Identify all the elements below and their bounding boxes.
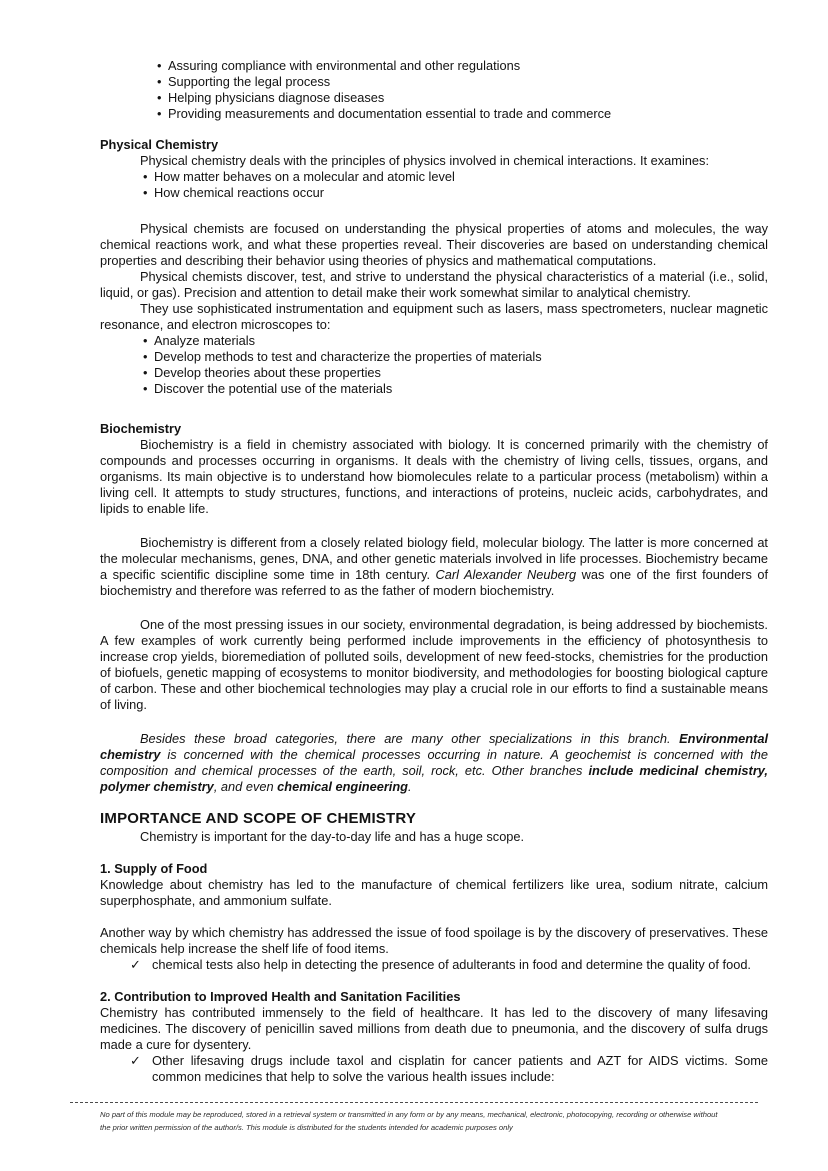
paragraph-text: was one of the first founders of biochemistry and therefore was referred to as the father of modern biochemistry. xyxy=(100,567,768,598)
list-item-text: Develop theories about these properties xyxy=(154,365,381,380)
list-item-text: Develop methods to test and characterize the properties of materials xyxy=(154,349,542,364)
check-icon: ✓ xyxy=(130,1053,141,1068)
paragraph-text: , and even xyxy=(213,779,278,794)
section-heading-physical-chemistry: Physical Chemistry xyxy=(100,137,219,152)
paragraph-italic xyxy=(100,731,768,795)
paragraph: Physical chemistry deals with the principles of physics involved in chemical interactions. It examines: xyxy=(140,153,709,168)
bullet-icon: • xyxy=(157,90,162,105)
list-item xyxy=(143,185,768,201)
bullet-icon: • xyxy=(157,58,162,73)
bullet-icon: • xyxy=(143,169,148,184)
paragraph-text: . xyxy=(408,779,412,794)
list-item-text: Assuring compliance with environmental and other regulations xyxy=(168,58,521,73)
paragraph-text: Biochemistry is different from a closely related biology field, molecular biology. The latter is more concerned at the molecular mechanisms, genes, DNA, and other genetic materials involved in life processes. Biochemistry became a specific scientific discipline some time in 18th century. xyxy=(100,535,768,582)
check-icon: ✓ xyxy=(130,957,141,972)
document-content xyxy=(100,58,768,1085)
paragraph xyxy=(100,535,768,599)
list-item-text: Providing measurements and documentation essential to trade and commerce xyxy=(168,106,612,121)
list-item-text: Discover the potential use of the materials xyxy=(154,381,393,396)
list-item-text: How matter behaves on a molecular and atomic level xyxy=(154,169,455,184)
list-item-text: Helping physicians diagnose diseases xyxy=(168,90,385,105)
check-list-item xyxy=(130,1053,768,1085)
list-item xyxy=(143,349,768,365)
paragraph: Biochemistry is a field in chemistry associated with biology. It is concerned primarily with the chemistry of compounds and processes occurring in organisms. It deals with the chemistry of living cells, tissues, organs, and organisms. Its main objective is to understand how biomolecules relate to a particular process (metabolism) within a living cell. It attempts to study structures, functions, and interactions of proteins, nucleic acids, carbohydrates, and lipids to enable life. xyxy=(100,437,768,516)
check-item-text: Other lifesaving drugs include taxol and cisplatin for cancer patients and AZT for AIDS victims. Some common medicines that help to solve the various health issues include: xyxy=(152,1053,768,1084)
footer-divider xyxy=(70,1102,758,1103)
check-list-item xyxy=(130,957,768,973)
list-item-text: Supporting the legal process xyxy=(168,74,331,89)
section-heading-biochemistry: Biochemistry xyxy=(100,421,182,436)
bullet-icon: • xyxy=(157,106,162,121)
list-item xyxy=(157,74,768,90)
list-item xyxy=(157,106,768,122)
list-item xyxy=(143,365,768,381)
bullet-icon: • xyxy=(143,185,148,200)
term-environmental-chemistry: Environmental chemistry xyxy=(100,731,768,762)
list-item xyxy=(157,58,768,74)
term-medicinal-polymer-chemistry: include medicinal chemistry, polymer chemistry xyxy=(100,763,768,794)
paragraph: Another way by which chemistry has addressed the issue of food spoilage is by the discovery of preservatives. These chemicals help increase the shelf life of food items. xyxy=(100,925,768,956)
paragraph: Chemistry has contributed immensely to the field of healthcare. It has led to the discovery of many lifesaving medicines. The discovery of penicillin saved millions from death due to pneumonia, and the discovery of sulfa drugs made a cure for dysentery. xyxy=(100,1005,768,1052)
paragraph: Chemistry is important for the day-to-day life and has a huge scope. xyxy=(140,829,525,844)
list-item-text: Analyze materials xyxy=(154,333,255,348)
paragraph-text: is concerned with the chemical processes occurring in nature. A geochemist is concerned with the composition and chemical processes of the earth, soil, rock, etc. Other branches xyxy=(100,747,768,778)
paragraph: One of the most pressing issues in our society, environmental degradation, is being addressed by biochemists. A few examples of work currently being performed include improvements in the efficiency of photosynthesis to increase crop yields, bioremediation of polluted soils, development of new feed-stocks, chemistries for the production of biofuels, genetic mapping of ecosystems to monitor biodiversity, and methodologies for boosting biological capture of carbon. These and other biochemical technologies may play a crucial role in our efforts to find a sustainable means of living. xyxy=(100,617,768,712)
subsection-heading-health-sanitation: 2. Contribution to Improved Health and Sanitation Facilities xyxy=(100,989,461,1004)
list-item xyxy=(157,90,768,106)
paragraph: Physical chemists are focused on understanding the physical properties of atoms and molecules, the way chemical reactions work, and what these properties reveal. Their discoveries are based on understanding chemical properties and describing their behavior using theories of physics and mathematical computations. xyxy=(100,221,768,268)
term-chemical-engineering: chemical engineering xyxy=(277,779,408,794)
check-item-text: chemical tests also help in detecting the presence of adulterants in food and determine the quality of food. xyxy=(152,957,751,972)
list-item-text: How chemical reactions occur xyxy=(154,185,324,200)
list-item xyxy=(143,381,768,397)
bullet-icon: • xyxy=(143,333,148,348)
bullet-icon: • xyxy=(143,349,148,364)
paragraph: Knowledge about chemistry has led to the manufacture of chemical fertilizers like urea, sodium nitrate, calcium superphosphate, and ammonium sulfate. xyxy=(100,877,768,908)
list-item xyxy=(143,333,768,349)
copyright-notice xyxy=(70,1108,758,1134)
bullet-icon: • xyxy=(143,381,148,396)
paragraph-text: Besides these broad categories, there are many other specializations in this branch. xyxy=(140,731,680,746)
bullet-icon: • xyxy=(143,365,148,380)
page-footer xyxy=(70,1102,758,1134)
copyright-line: the prior written permission of the author/s. This module is distributed for the students intended for academic purposes only xyxy=(100,1123,513,1132)
subsection-heading-supply-of-food: 1. Supply of Food xyxy=(100,861,208,876)
paragraph: Physical chemists discover, test, and strive to understand the physical characteristics of a material (i.e., solid, liquid, or gas). Precision and attention to detail make their work somewhat similar to analytical chemistry. xyxy=(100,269,768,300)
copyright-line: No part of this module may be reproduced, stored in a retrieval system or transmitted in any form or by any means, mechanical, electronic, photocopying, recording or otherwise without xyxy=(100,1110,718,1119)
list-item xyxy=(143,169,768,185)
bullet-icon: • xyxy=(157,74,162,89)
main-heading-importance-scope: IMPORTANCE AND SCOPE OF CHEMISTRY xyxy=(100,810,417,827)
person-name-italic: Carl Alexander Neuberg xyxy=(435,567,577,582)
paragraph: They use sophisticated instrumentation and equipment such as lasers, mass spectrometers, nuclear magnetic resonance, and electron microscopes to: xyxy=(100,301,768,332)
